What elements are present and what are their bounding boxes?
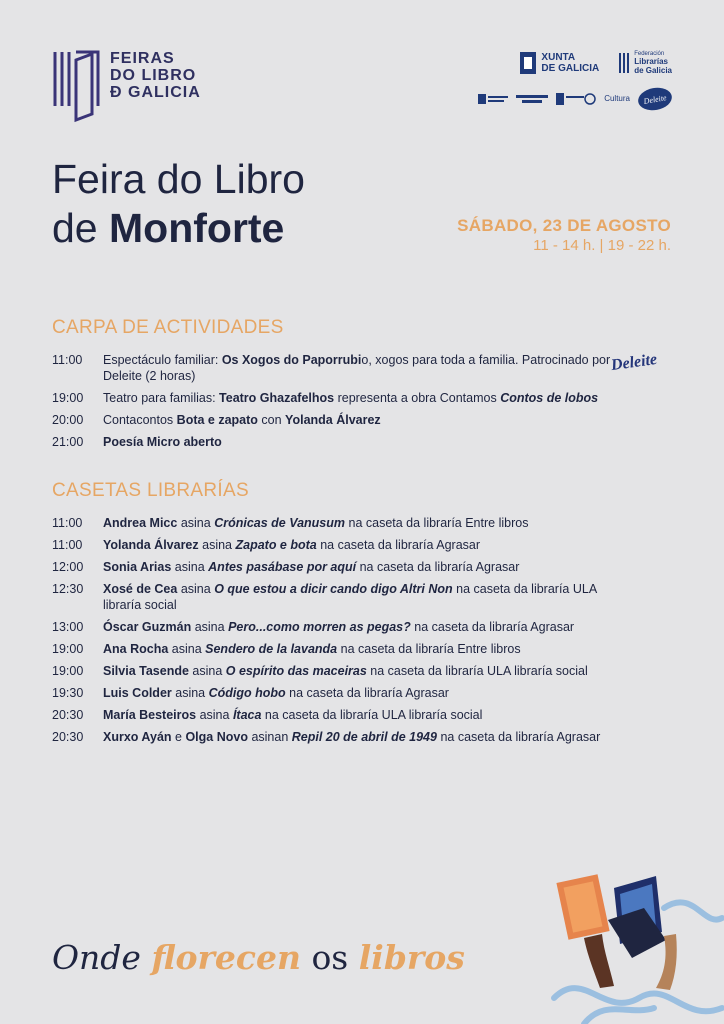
- description-text: asina: [171, 686, 209, 700]
- description-text: asina: [177, 582, 215, 596]
- book-title: Crónicas de Vanusum: [214, 516, 346, 530]
- description-text: na caseta da libraría Entre libros: [345, 516, 529, 530]
- xunta-flag-icon: [520, 52, 536, 74]
- carpa-heading: CARPA DE ACTIVIDADES: [52, 317, 284, 338]
- description-text: na caseta da libraría ULA libraría social: [261, 708, 483, 722]
- schedule-time: 11:00: [52, 353, 83, 367]
- deputacion-ourense-logo-icon: [478, 92, 508, 106]
- schedule-description: [103, 707, 612, 723]
- book-title: Antes pasábase por aquí: [208, 560, 357, 574]
- description-text: asina: [177, 516, 215, 530]
- description-text: o, xogos para toda a familia. Patrocinado por Deleite (2 horas): [103, 353, 611, 383]
- book-title: O espírito das maceiras: [225, 664, 367, 678]
- schedule-description: [103, 559, 612, 575]
- description-text: asina: [196, 708, 233, 722]
- xunta-logo: [520, 52, 599, 74]
- description-text: asina: [168, 642, 206, 656]
- emphasis-name: Ana Rocha: [103, 642, 169, 656]
- logo-line-2: DO LIBRO: [110, 67, 197, 84]
- slogan-word-3: os: [311, 938, 349, 977]
- emphasis-name: Óscar Guzmán: [103, 620, 192, 634]
- fed-line-3: de Galicia: [634, 66, 672, 75]
- description-text: Teatro para familias:: [103, 391, 220, 405]
- emphasis-name: Os Xogos do Paporrubi: [221, 353, 362, 367]
- schedule-description: [103, 412, 612, 428]
- schedule-row: [52, 412, 612, 428]
- schedule-row: [52, 619, 612, 635]
- schedule-time: 11:00: [52, 516, 83, 530]
- book-title: O que estou a dicir cando digo Altri Non: [214, 582, 453, 596]
- description-text: Contacontos: [103, 413, 177, 427]
- festival-logo: [52, 48, 201, 124]
- schedule-description: [103, 663, 612, 679]
- emphasis-name: Andrea Micc: [103, 516, 178, 530]
- schedule-time: 11:00: [52, 538, 83, 552]
- emphasis-name: Bota e zapato: [176, 413, 258, 427]
- book-title: Ítaca: [232, 708, 262, 722]
- schedule-time: 20:30: [52, 730, 84, 744]
- description-text: na caseta da libraría ULA libraría social: [103, 582, 597, 612]
- emphasis-name: Silvia Tasende: [103, 664, 189, 678]
- emphasis-name: Sonia Arias: [103, 560, 172, 574]
- description-text: na caseta da libraría Entre libros: [337, 642, 521, 656]
- xunta-line-1: XUNTA: [541, 52, 576, 63]
- emphasis-name: Yolanda Álvarez: [285, 413, 381, 427]
- description-text: Espectáculo familiar:: [103, 353, 222, 367]
- description-text: na caseta da libraría Agrasar: [316, 538, 481, 552]
- title-line-1: Feira do Libro: [52, 156, 305, 202]
- schedule-time: 21:00: [52, 435, 84, 449]
- description-text: representa a obra Contamos: [334, 391, 501, 405]
- book-title: Zapato e bota: [235, 538, 317, 552]
- logo-line-1: FEIRAS: [110, 50, 175, 67]
- title-prefix: de: [52, 205, 109, 251]
- slogan: [52, 936, 465, 980]
- schedule-time: 19:30: [52, 686, 84, 700]
- emphasis-name: Olga Novo: [185, 730, 248, 744]
- federacion-logo: [619, 50, 672, 76]
- schedule-description: [103, 434, 612, 450]
- description-text: na caseta da libraría Agrasar: [410, 620, 575, 634]
- date-hours: 11 - 14 h. | 19 - 22 h.: [533, 237, 671, 254]
- schedule-description: [103, 390, 612, 406]
- schedule-time: 19:00: [52, 664, 84, 678]
- description-text: asina: [171, 560, 209, 574]
- event-date: [457, 216, 671, 256]
- emphasis-name: Yolanda Álvarez: [103, 538, 199, 552]
- deputacion-lugo-logo-icon: [516, 92, 548, 106]
- schedule-description: [103, 515, 612, 531]
- book-title: Contos de lobos: [500, 391, 599, 405]
- casetas-heading: CASETAS LIBRARÍAS: [52, 480, 249, 501]
- description-text: asina: [188, 664, 226, 678]
- emphasis-name: Luis Colder: [103, 686, 172, 700]
- schedule-time: 13:00: [52, 620, 84, 634]
- schedule-description: [103, 619, 612, 635]
- book-title: Repil 20 de abril de 1949: [291, 730, 437, 744]
- schedule-description: [103, 352, 612, 384]
- slogan-word-1: Onde: [52, 938, 141, 977]
- schedule-description: [103, 581, 612, 613]
- schedule-row: [52, 352, 612, 384]
- title-line-2: [52, 204, 305, 253]
- schedule-time: 20:30: [52, 708, 84, 722]
- description-text: na caseta da libraría ULA libraría social: [366, 664, 588, 678]
- schedule-description: [103, 537, 612, 553]
- casetas-schedule: [52, 515, 612, 751]
- deleite-logo: Deleite: [609, 350, 659, 375]
- schedule-row: [52, 515, 612, 531]
- schedule-row: [52, 641, 612, 657]
- schedule-row: [52, 663, 612, 679]
- schedule-row: [52, 707, 612, 723]
- carpa-schedule: [52, 352, 612, 456]
- hands-holding-books-illustration-icon: [544, 848, 724, 1024]
- description-text: con: [257, 413, 286, 427]
- description-text: asina: [191, 620, 229, 634]
- schedule-time: 20:00: [52, 413, 84, 427]
- cultura-label: Cultura: [604, 94, 630, 103]
- description-text: na caseta da libraría Agrasar: [285, 686, 449, 700]
- schedule-description: [103, 641, 612, 657]
- slogan-word-2: florecen: [151, 938, 301, 977]
- logo-line-3: Ð GALICIA: [110, 84, 201, 101]
- book-title: Sendero de la lavanda: [205, 642, 338, 656]
- deleite-badge: Deleite: [636, 85, 673, 113]
- title-city: Monforte: [109, 205, 285, 251]
- logo-wordmark: [110, 50, 201, 101]
- schedule-time: 19:00: [52, 391, 84, 405]
- page-title: [52, 155, 305, 253]
- slogan-word-4: libros: [358, 938, 465, 977]
- federacion-bars-icon: [619, 53, 629, 73]
- description-text: asinan: [247, 730, 292, 744]
- book-title: Pero...como morren as pegas?: [228, 620, 411, 634]
- schedule-time: 12:00: [52, 560, 84, 574]
- description-text: na caseta da libraría Agrasar: [436, 730, 601, 744]
- sponsor-logos-primary: [520, 50, 672, 76]
- schedule-time: 12:30: [52, 582, 84, 596]
- schedule-row: [52, 559, 612, 575]
- emphasis-name: Xosé de Cea: [103, 582, 178, 596]
- book-door-logo-icon: [52, 48, 100, 124]
- schedule-row: [52, 581, 612, 613]
- concello-monforte-logo-icon: [556, 92, 596, 106]
- schedule-time: 19:00: [52, 642, 84, 656]
- fed-line-1: Federación: [634, 51, 665, 57]
- description-text: na caseta da libraría Agrasar: [356, 560, 520, 574]
- schedule-row: [52, 537, 612, 553]
- schedule-description: [103, 685, 612, 701]
- schedule-row: [52, 390, 612, 406]
- schedule-row: [52, 685, 612, 701]
- emphasis-name: Teatro Ghazafelhos: [219, 391, 335, 405]
- description-text: e: [171, 730, 186, 744]
- xunta-line-2: DE GALICIA: [541, 63, 600, 74]
- date-day: SÁBADO, 23 DE AGOSTO: [457, 216, 671, 235]
- schedule-description: [103, 729, 612, 745]
- fed-line-2: Librarías: [634, 57, 668, 66]
- schedule-row: [52, 729, 612, 745]
- emphasis-name: Xurxo Ayán: [103, 730, 172, 744]
- sponsor-logos-secondary: [478, 88, 672, 110]
- emphasis-name: María Besteiros: [103, 708, 197, 722]
- schedule-row: [52, 434, 612, 450]
- book-title: Código hobo: [208, 686, 286, 700]
- description-text: asina: [198, 538, 236, 552]
- emphasis-name: Poesía Micro aberto: [103, 435, 222, 449]
